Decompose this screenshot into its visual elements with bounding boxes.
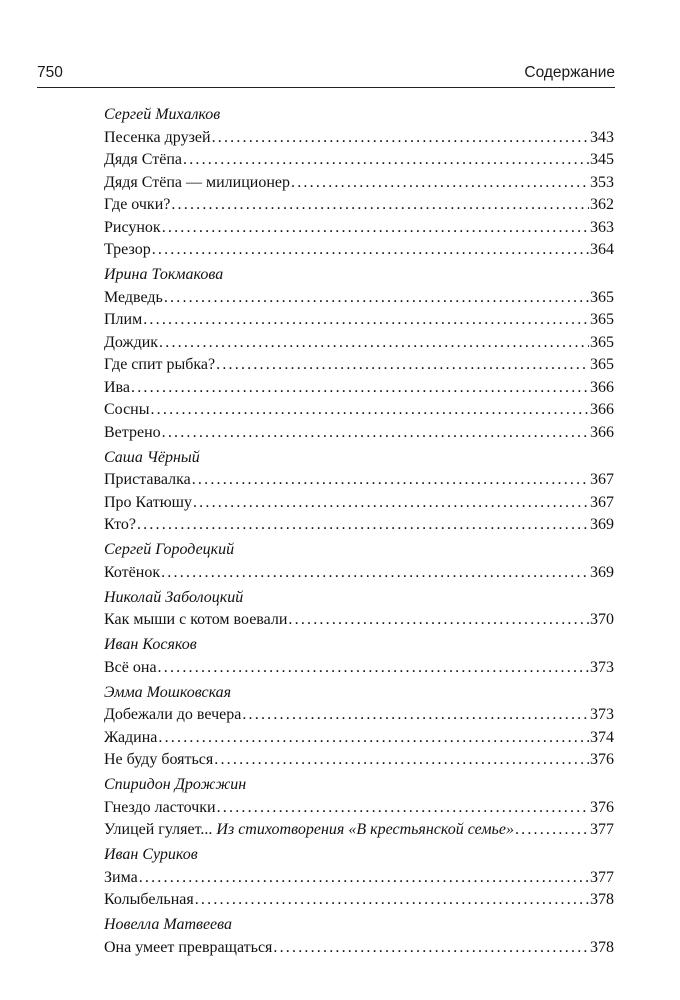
entry-page-number: 343 <box>590 128 614 146</box>
entry-page-number: 366 <box>590 423 614 441</box>
toc-entry <box>104 354 614 377</box>
dot-leader <box>150 399 589 422</box>
dot-leader <box>152 239 589 262</box>
dot-leader <box>195 889 589 912</box>
toc-entry <box>104 194 614 217</box>
dot-leader <box>515 819 589 842</box>
toc-section <box>104 587 614 632</box>
entry-title-group <box>104 309 142 332</box>
dot-leader <box>171 194 589 217</box>
dot-leader <box>192 469 589 492</box>
toc-entry <box>104 657 614 680</box>
entry-title: Котёнок <box>104 563 161 581</box>
entry-title: Трезор <box>104 241 151 258</box>
entry-title-group <box>104 704 241 727</box>
entry-title: Жадина <box>104 728 158 746</box>
dot-leader <box>212 127 589 150</box>
entry-title: Ветрено <box>104 423 161 441</box>
running-header <box>37 64 615 86</box>
entry-title-group <box>104 937 272 960</box>
entry-page-number: 378 <box>590 938 614 956</box>
entry-title: Дядя Стёпа — милиционер <box>104 173 291 191</box>
dot-leader <box>217 797 589 820</box>
toc-section <box>104 447 614 537</box>
toc-entry <box>104 797 614 820</box>
entry-title-group <box>104 889 194 912</box>
entry-title: Плим <box>104 311 143 328</box>
entry-title: Всё она <box>104 658 157 676</box>
toc-section <box>104 264 614 444</box>
entry-title-group <box>104 469 191 492</box>
entry-title: Она умеет превращаться <box>104 938 273 956</box>
dot-leader <box>242 704 589 727</box>
toc-entry <box>104 399 614 422</box>
dot-leader <box>161 562 589 585</box>
dot-leader <box>137 514 589 537</box>
entry-title: Кто? <box>104 516 136 533</box>
toc-entry <box>104 127 614 150</box>
entry-title-group <box>104 377 130 400</box>
author-name: Саша Чёрный <box>104 448 200 466</box>
entry-page-number: 345 <box>590 151 614 168</box>
entry-page-number: 369 <box>590 563 614 581</box>
entry-page-number: 373 <box>590 658 614 676</box>
entry-page-number: 377 <box>590 821 614 838</box>
toc-entry <box>104 377 614 400</box>
toc-entry <box>104 149 614 172</box>
entry-page-number: 366 <box>590 401 614 418</box>
entry-page-number: 369 <box>590 516 614 533</box>
dot-leader <box>288 609 589 632</box>
header-rule <box>37 87 615 88</box>
toc-entry <box>104 867 614 890</box>
entry-title: Улицей гуляет... <box>104 821 213 838</box>
entry-title-group <box>104 422 161 445</box>
entry-page-number: 377 <box>590 868 614 886</box>
entry-title-group <box>104 819 514 842</box>
page-number: 750 <box>37 64 63 81</box>
dot-leader <box>193 492 589 515</box>
toc-entry <box>104 937 614 960</box>
dot-leader <box>164 287 589 310</box>
dot-leader <box>291 172 589 195</box>
entry-title-group <box>104 562 160 585</box>
running-title: Содержание <box>524 64 615 81</box>
entry-title-group <box>104 149 182 172</box>
entry-title-group <box>104 127 211 150</box>
entry-title-group <box>104 287 163 310</box>
entry-page-number: 374 <box>590 728 614 746</box>
entry-title-group <box>104 797 216 820</box>
entry-page-number: 365 <box>590 288 614 306</box>
entry-title-group <box>104 727 157 750</box>
author-name: Иван Суриков <box>104 846 198 863</box>
entry-title-group <box>104 172 290 195</box>
dot-leader <box>273 937 589 960</box>
author-name: Эмма Мошковская <box>104 683 232 701</box>
entry-page-number: 363 <box>590 218 614 236</box>
entry-page-number: 353 <box>590 173 614 191</box>
toc-entry <box>104 239 614 262</box>
entry-title-group <box>104 657 157 680</box>
entry-title: Зима <box>104 868 138 886</box>
toc-entry <box>104 172 614 195</box>
entry-title-group <box>104 514 136 537</box>
author-name: Ирина Токмакова <box>104 266 224 283</box>
entry-page-number: 373 <box>590 706 614 723</box>
entry-title: Приставалка <box>104 471 191 488</box>
toc-section <box>104 774 614 842</box>
toc-entry <box>104 749 614 772</box>
author-name: Спиридон Дрожжин <box>104 776 247 793</box>
toc-entry <box>104 889 614 912</box>
dot-leader <box>139 867 589 890</box>
entry-title-group <box>104 217 161 240</box>
entry-title: Медведь <box>104 288 163 306</box>
toc-entry <box>104 704 614 727</box>
entry-page-number: 366 <box>590 378 614 396</box>
entry-title: Не буду бояться <box>104 751 214 768</box>
toc-entry <box>104 287 614 310</box>
toc-section <box>104 104 614 262</box>
dot-leader <box>183 149 589 172</box>
entry-title-group <box>104 492 192 515</box>
entry-page-number: 365 <box>590 333 614 351</box>
toc-entry <box>104 422 614 445</box>
entry-title: Где спит рыбка? <box>104 356 216 373</box>
entry-page-number: 370 <box>590 611 614 628</box>
dot-leader <box>216 354 589 377</box>
entry-subtitle: Из стихотворения «В крестьянской семье» <box>216 821 514 838</box>
toc-entry <box>104 309 614 332</box>
dot-leader <box>162 217 589 240</box>
entry-page-number: 362 <box>590 196 614 213</box>
toc-section <box>104 914 614 959</box>
toc-entry <box>104 469 614 492</box>
toc-entry <box>104 514 614 537</box>
entry-title-group <box>104 194 170 217</box>
dot-leader <box>131 377 589 400</box>
entry-page-number: 376 <box>590 798 614 816</box>
entry-page-number: 367 <box>590 493 614 511</box>
entry-title: Песенка друзей <box>104 128 211 146</box>
entry-title: Ива <box>104 378 130 396</box>
entry-page-number: 367 <box>590 471 614 488</box>
toc-entry <box>104 492 614 515</box>
entry-page-number: 376 <box>590 751 614 768</box>
entry-title-group <box>104 354 215 377</box>
toc-section <box>104 844 614 912</box>
entry-title-group <box>104 332 158 355</box>
dot-leader <box>214 749 589 772</box>
entry-title: Рисунок <box>104 218 161 236</box>
entry-page-number: 378 <box>590 891 614 908</box>
toc-entry <box>104 727 614 750</box>
entry-title: Как мыши с котом воевали <box>104 611 288 628</box>
author-name: Иван Косяков <box>104 636 197 653</box>
entry-title-group <box>104 867 138 890</box>
entry-title: Добежали до вечера <box>104 706 242 723</box>
toc-entry <box>104 562 614 585</box>
toc-entry <box>104 332 614 355</box>
author-name: Сергей Городецкий <box>104 541 235 558</box>
entry-title: Где очки? <box>104 196 171 213</box>
entry-title: Колыбельная <box>104 891 194 908</box>
entry-title: Дядя Стёпа <box>104 151 182 168</box>
entry-title: Гнездо ласточки <box>104 798 216 816</box>
dot-leader <box>159 332 589 355</box>
toc-section <box>104 682 614 772</box>
entry-page-number: 365 <box>590 311 614 328</box>
author-name: Николай Заболоцкий <box>104 588 244 606</box>
dot-leader <box>162 422 589 445</box>
toc-section <box>104 539 614 584</box>
author-name: Новелла Матвеева <box>104 916 232 933</box>
entry-page-number: 365 <box>590 356 614 373</box>
toc-entry <box>104 819 614 842</box>
entry-title: Дождик <box>104 333 159 351</box>
entry-title: Про Катюшу <box>104 493 192 511</box>
entry-page-number: 364 <box>590 241 614 258</box>
dot-leader <box>158 727 589 750</box>
toc-section <box>104 634 614 679</box>
entry-title-group <box>104 749 213 772</box>
dot-leader <box>143 309 589 332</box>
entry-title-group <box>104 399 149 422</box>
toc-entry <box>104 217 614 240</box>
dot-leader <box>158 657 589 680</box>
entry-title-group <box>104 609 287 632</box>
entry-title: Сосны <box>104 401 150 418</box>
entry-title-group <box>104 239 151 262</box>
toc-entry <box>104 609 614 632</box>
table-of-contents <box>104 104 614 962</box>
author-name: Сергей Михалков <box>104 106 221 123</box>
